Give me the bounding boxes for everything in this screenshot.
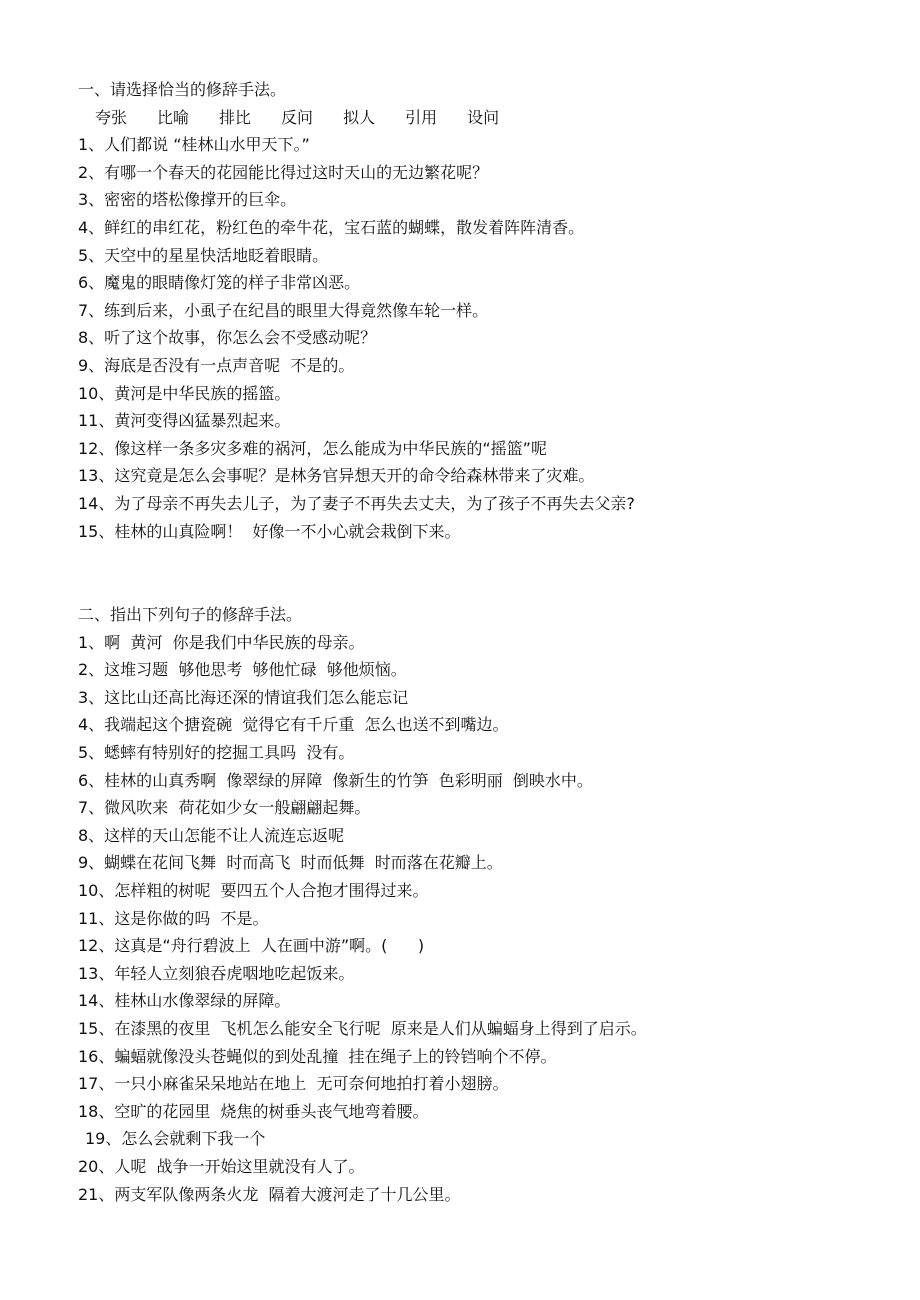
list-item: 21、两支军队像两条火龙 隔着大渡河走了十几公里。 [78,1184,461,1204]
list-item: 4、鲜红的串红花，粉红色的牵牛花，宝石蓝的蝴蝶，散发着阵阵清香。 [78,217,585,237]
list-item: 16、蝙蝠就像没头苍蝇似的到处乱撞 挂在绳子上的铃铛响个不停。 [78,1046,557,1066]
list-item: 9、蝴蝶在花间飞舞 时而高飞 时而低舞 时而落在花瓣上。 [78,853,503,873]
list-item: 7、微风吹来 荷花如少女一般翩翩起舞。 [78,798,371,818]
list-item: 3、这比山还高比海还深的情谊我们怎么能忘记 [78,687,409,707]
list-item: 3、密密的塔松像撑开的巨伞。 [78,190,297,210]
list-item: 2、有哪一个春天的花园能比得过这时天山的无边繁花呢？ [78,162,489,182]
list-item: 15、在漆黑的夜里 飞机怎么能安全飞行呢 原来是人们从蝙蝠身上得到了启示。 [78,1019,647,1038]
list-item: 15、桂林的山真险啊！ 好像一不小心就会栽倒下来。 [78,521,461,541]
option-personification: 拟人 [343,107,376,127]
list-item: 12、这真是“舟行碧波上 人在画中游”啊。( ) [78,936,425,956]
list-item: 11、黄河变得凶猛暴烈起来。 [78,411,291,431]
list-item: 5、蟋蟀有特别好的挖掘工具吗 没有。 [78,743,355,763]
list-item: 12、像这样一条多灾多难的祸河，怎么能成为中华民族的“摇篮”呢 [78,438,547,458]
list-item: 1、人们都说 “桂林山水甲天下。” [78,135,310,155]
list-item: 8、这样的天山怎能不让人流连忘返呢 [78,825,345,845]
list-item: 14、为了母亲不再失去儿子，为了妻子不再失去丈夫，为了孩子不再失去父亲? [78,493,635,513]
list-item: 6、魔鬼的眼睛像灯笼的样子非常凶恶。 [78,273,361,293]
list-item: 8、听了这个故事，你怎么会不受感动呢？ [78,328,377,348]
section1-list [78,131,898,545]
list-item: 1、啊 黄河 你是我们中华民族的母亲。 [78,632,365,652]
option-quotation: 引用 [405,107,438,127]
option-parallelism: 排比 [219,107,252,127]
rhetoric-options [78,104,898,132]
option-exaggeration: 夸张 [95,107,128,127]
list-item: 20、人呢 战争一开始这里就没有人了。 [78,1156,365,1176]
list-item: 9、海底是否没有一点声音呢 不是的。 [78,355,355,375]
list-item: 4、我端起这个搪瓷碗 觉得它有千斤重 怎么也送不到嘴边。 [78,715,509,735]
list-item: 6、桂林的山真秀啊 像翠绿的屏障 像新生的竹笋 色彩明丽 倒映水中。 [78,770,593,790]
list-item: 18、空旷的花园里 烧焦的树垂头丧气地弯着腰。 [78,1101,429,1121]
option-hypophora: 设问 [467,107,500,127]
list-item: 13、这究竟是怎么会事呢？是林务官异想天开的命令给森林带来了灾难。 [78,466,595,486]
list-item: 11、这是你做的吗 不是。 [78,908,269,928]
option-metaphor: 比喻 [157,107,190,127]
list-item: 17、一只小麻雀呆呆地站在地上 无可奈何地拍打着小翅膀。 [78,1074,509,1094]
list-item: 13、年轻人立刻狼吞虎咽地吃起饭来。 [78,963,355,983]
list-item: 10、怎样粗的树呢 要四五个人合抱才围得过来。 [78,881,429,901]
section-spacer [78,545,898,601]
worksheet [78,76,898,1208]
list-item: 7、练到后来，小虱子在纪昌的眼里大得竟然像车轮一样。 [78,300,489,320]
list-item: 2、这堆习题 够他思考 够他忙碌 够他烦恼。 [78,660,407,680]
list-item: 5、天空中的星星快活地眨着眼睛。 [78,245,329,265]
section2-title: 二、指出下列句子的修辞手法。 [78,605,303,625]
list-item: 14、桂林山水像翠绿的屏障。 [78,991,291,1011]
section1-title: 一、请选择恰当的修辞手法。 [78,80,287,99]
list-item: 10、黄河是中华民族的摇篮。 [78,383,291,403]
list-item: 19、怎么会就剩下我一个 [85,1129,266,1149]
option-rhetorical-question: 反问 [281,107,314,127]
section2-list [78,629,898,1208]
